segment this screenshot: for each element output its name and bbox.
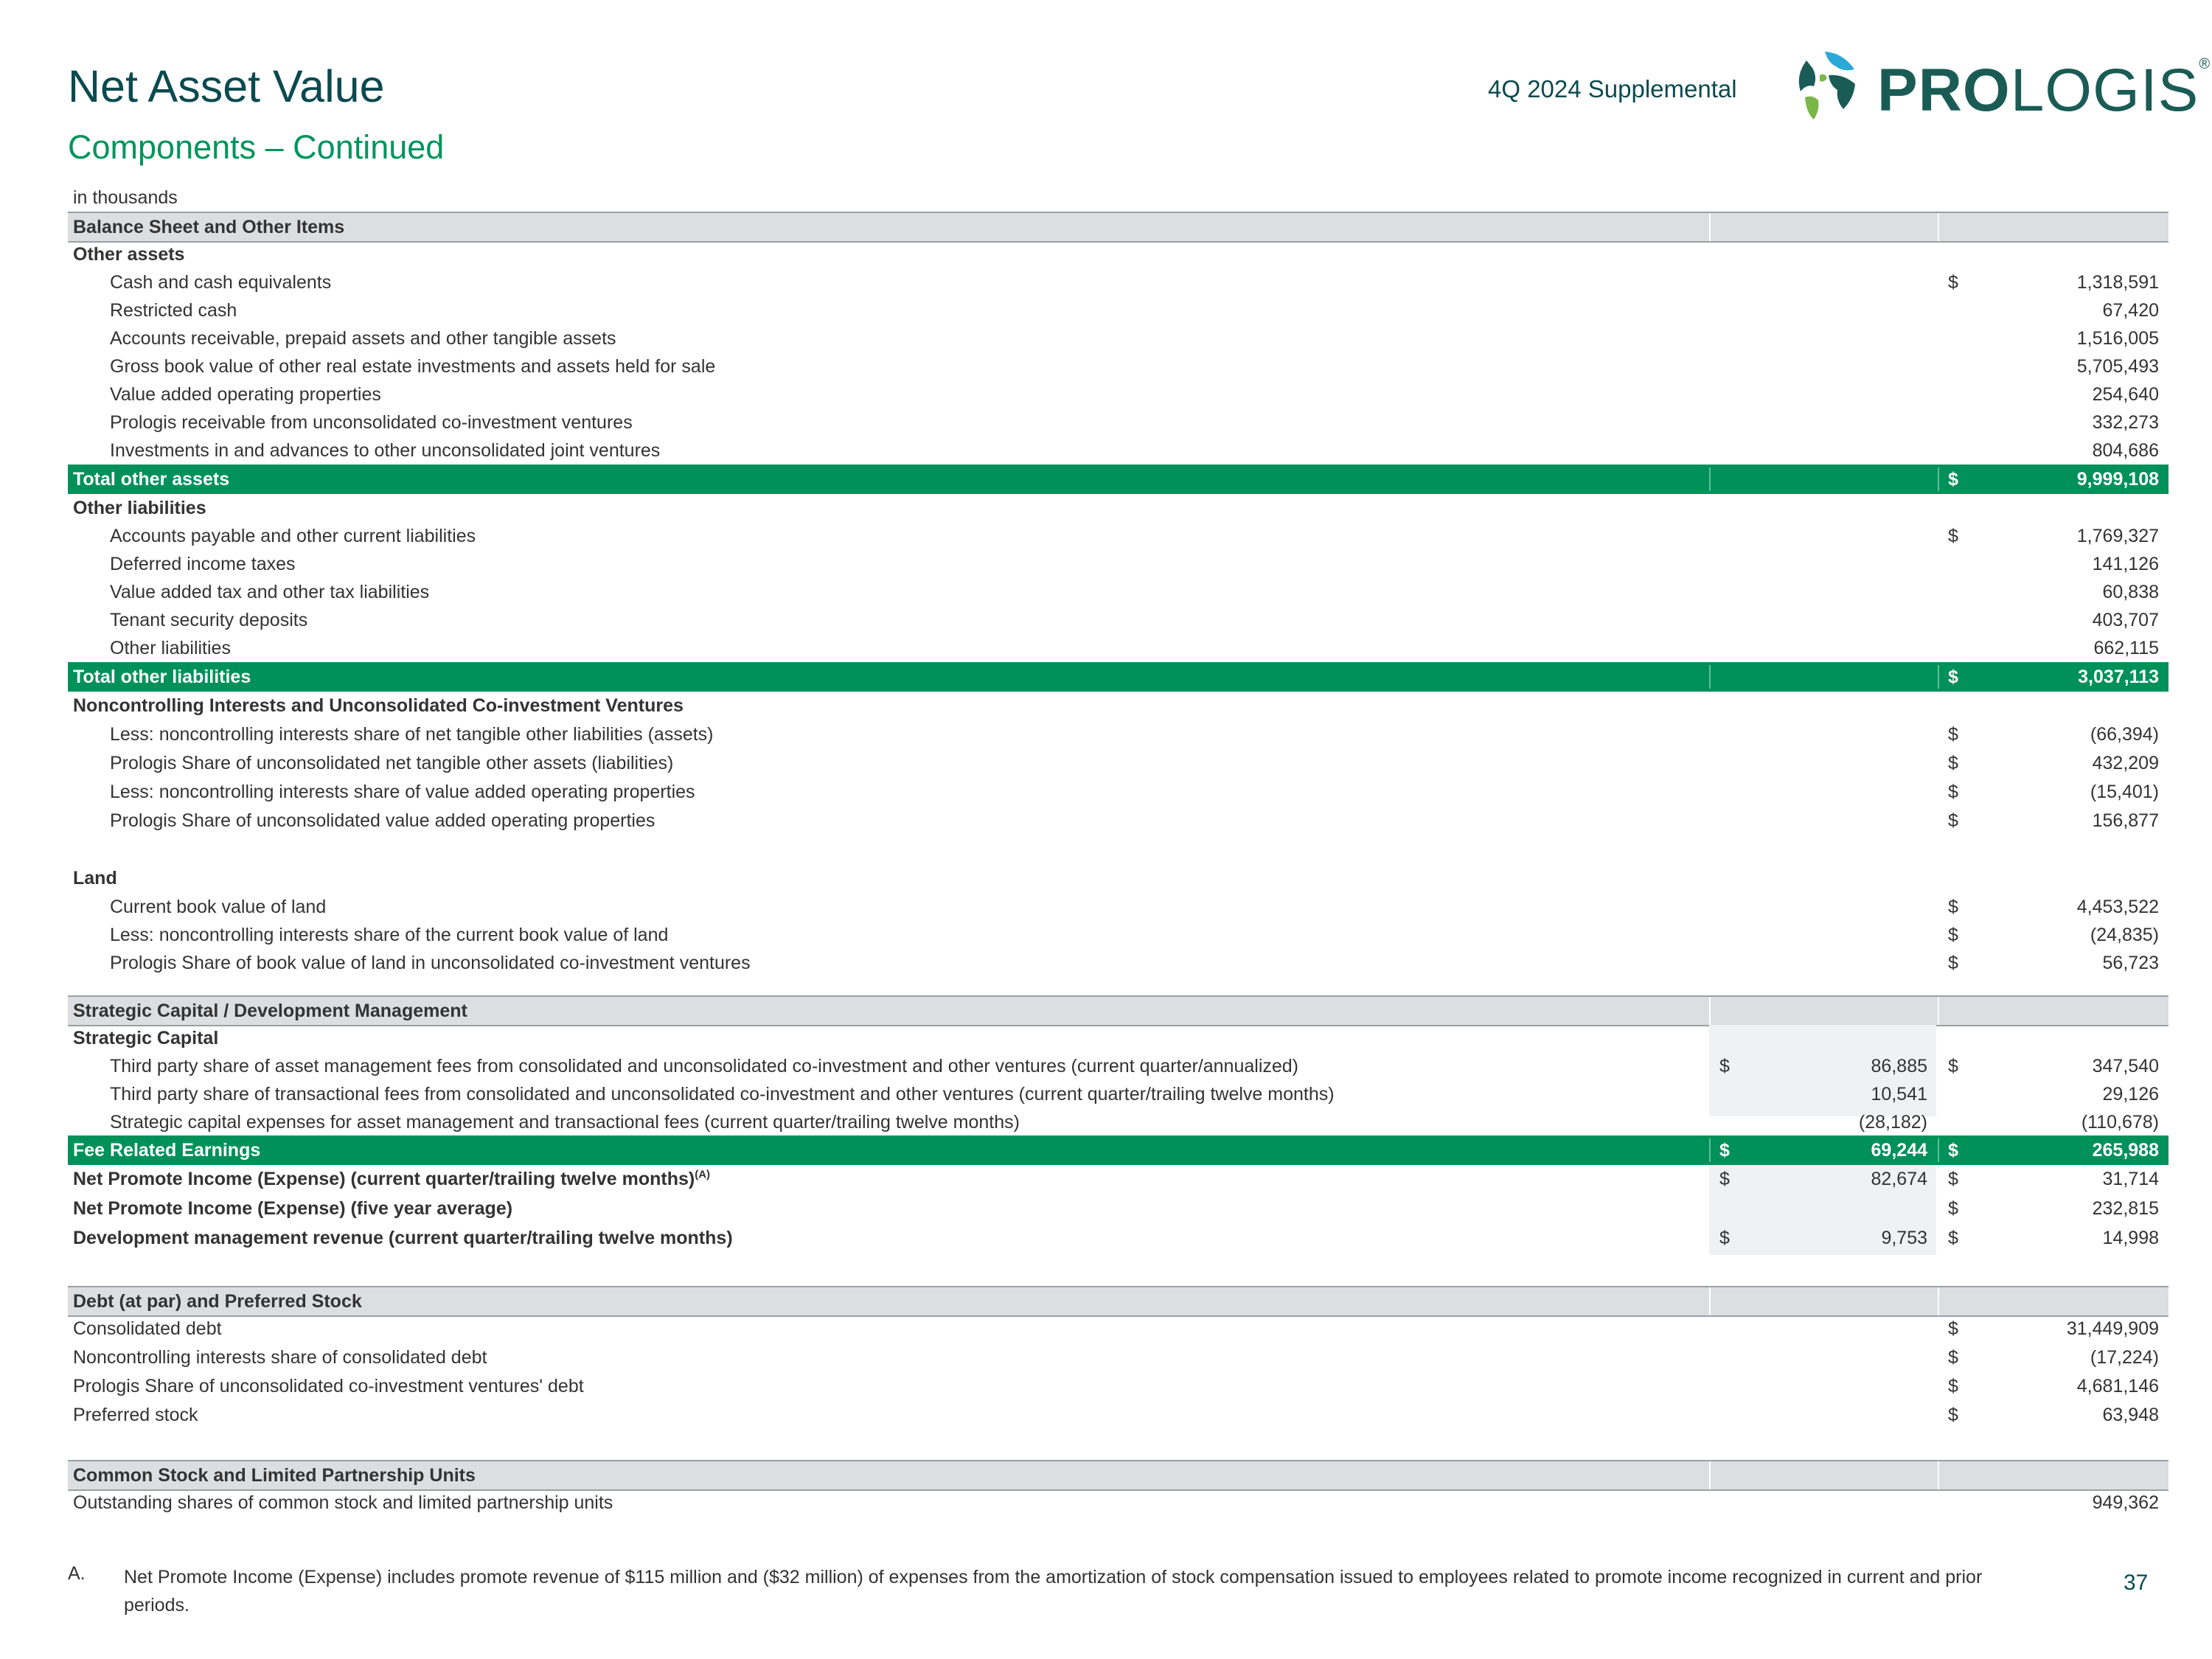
table-row: Value added tax and other tax liabilities 60,838	[110, 582, 2159, 602]
prologis-logo	[1784, 46, 2211, 134]
subsection-label: Noncontrolling Interests and Unconsolidated Co-investment Ventures	[73, 695, 684, 716]
table-row: Current book value of land $ 4,453,522	[110, 897, 2159, 917]
table-row: Prologis Share of book value of land in unconsolidated co-investment ventures $ 56,723	[110, 953, 2159, 973]
footnote-marker: A.	[68, 1563, 86, 1584]
table-row: Other liabilities 662,115	[110, 638, 2159, 658]
table-row: Third party share of asset management fees from consolidated and unconsolidated co-investment and other ventures (current quarter/annualized) $ 86,885 $ 347,540	[110, 1056, 2159, 1077]
table-row: Outstanding shares of common stock and limited partnership units 949,362	[73, 1492, 2159, 1513]
table-row: Strategic capital expenses for asset management and transactional fees (current quarter/trailing twelve months) (28,182) (110,678)	[110, 1112, 2159, 1133]
table-row: Restricted cash 67,420	[110, 300, 2159, 321]
table-row: Tenant security deposits 403,707	[110, 610, 2159, 630]
total-row-other-assets: Total other assets $ 9,999,108	[68, 465, 2168, 494]
table-row: Less: noncontrolling interests share of the current book value of land $ (24,835)	[110, 925, 2159, 945]
subsection-label: Land	[73, 868, 117, 888]
table-row: Net Promote Income (Expense) (five year average) $ 232,815	[73, 1198, 2159, 1219]
table-row: Third party share of transactional fees from consolidated and unconsolidated co-investment and other ventures (current quarter/trailing twelve months) 10,541 29,126	[110, 1084, 2159, 1105]
subsection-label: Other liabilities	[73, 498, 206, 518]
table-row: Net Promote Income (Expense) (current quarter/trailing twelve months)$^{(A)}$ $ 82,674 $ 31,714	[73, 1168, 2159, 1189]
section-header-common-stock: Common Stock and Limited Partnership Units	[68, 1460, 2168, 1491]
table-row: Prologis Share of unconsolidated co-investment ventures' debt $ 4,681,146	[73, 1376, 2159, 1397]
footnote-ref: (A)	[695, 1168, 711, 1181]
table-row: Prologis Share of unconsolidated net tangible other assets (liabilities) $ 432,209	[110, 753, 2159, 773]
globe-logo-icon	[1784, 46, 1865, 127]
table-row: Value added operating properties 254,640	[110, 384, 2159, 405]
page-subtitle: Components – Continued	[68, 128, 445, 166]
table-row: Less: noncontrolling interests share of value added operating properties $ (15,401)	[110, 782, 2159, 802]
section-header-balance-sheet: Balance Sheet and Other Items	[68, 212, 2168, 243]
page-title: Net Asset Value	[68, 61, 385, 111]
table-row: Deferred income taxes 141,126	[110, 554, 2159, 574]
subsection-label: Strategic Capital	[73, 1028, 219, 1048]
table-row: Consolidated debt $ 31,449,909	[73, 1318, 2159, 1339]
table-row: Accounts payable and other current liabilities $ 1,769,327	[110, 526, 2159, 546]
table-row: Gross book value of other real estate investments and assets held for sale 5,705,493	[110, 356, 2159, 377]
page-number: 37	[2124, 1571, 2149, 1595]
table-row: Less: noncontrolling interests share of net tangible other liabilities (assets) $ (66,394)	[110, 724, 2159, 745]
total-row-fee-related-earnings: Fee Related Earnings $ 69,244 $ 265,988	[68, 1135, 2168, 1165]
table-row: Cash and cash equivalents $ 1,318,591	[110, 272, 2159, 293]
section-header-strategic-capital: Strategic Capital / Development Management	[68, 995, 2168, 1026]
table-row: Prologis Share of unconsolidated value added operating properties $ 156,877	[110, 810, 2159, 831]
subsection-label: Other assets	[73, 244, 185, 265]
table-row: Prologis receivable from unconsolidated co-investment ventures 332,273	[110, 412, 2159, 433]
total-row-other-liabilities: Total other liabilities $ 3,037,113	[68, 662, 2168, 692]
table-row: Accounts receivable, prepaid assets and other tangible assets 1,516,005	[110, 328, 2159, 349]
table-row: Noncontrolling interests share of consolidated debt $ (17,224)	[73, 1347, 2159, 1368]
supplemental-label: 4Q 2024 Supplemental	[1488, 75, 1737, 102]
footnote-text: Net Promote Income (Expense) includes promote revenue of $115 million and ($32 million) of expenses from the amortization of stock compensation issued to employees related to promote income recognized in current and prior periods.	[124, 1567, 1983, 1615]
logo-wordmark: PROLOGIS®	[1877, 56, 2211, 124]
table-row: Investments in and advances to other unconsolidated joint ventures 804,686	[110, 440, 2159, 461]
table-row: Preferred stock $ 63,948	[73, 1405, 2159, 1425]
section-header-debt: Debt (at par) and Preferred Stock	[68, 1286, 2168, 1317]
table-row: Development management revenue (current quarter/trailing twelve months) $ 9,753 $ 14,998	[73, 1228, 2159, 1248]
units-note: in thousands	[73, 187, 178, 208]
